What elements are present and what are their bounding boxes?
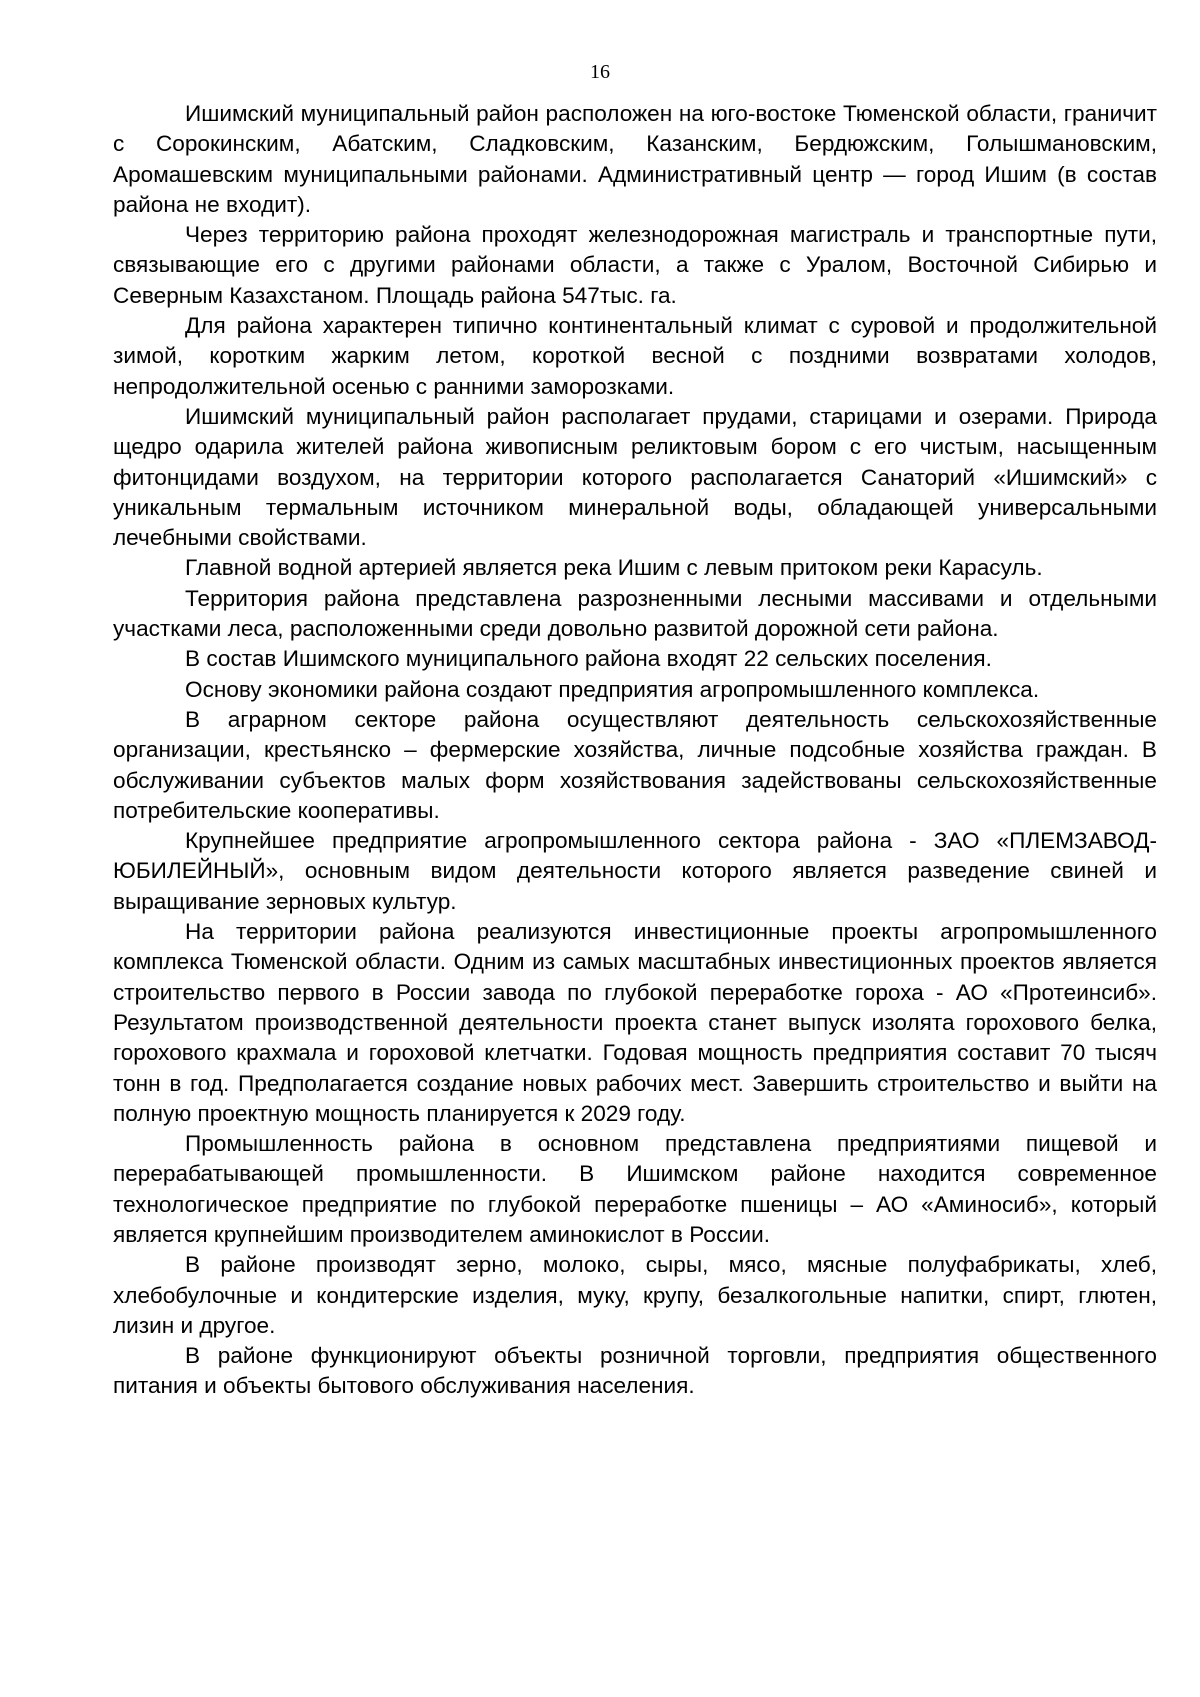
paragraph-forests: Территория района представлена разрозненными лесными массивами и отдельными участками леса, расположенными среди довольно развитой дорожной сети района.	[113, 585, 1157, 642]
paragraph-services: В районе функционируют объекты розничной торговли, предприятия общественного питания и объекты бытового обслуживания населения.	[113, 1343, 1157, 1399]
paragraph-industry: Промышленность района в основном представлена предприятиями пищевой и перерабатывающей промышленности. В Ишимском районе находится современное технологическое предприятие по глубокой переработке пшеницы – АО «Аминосиб», который является крупнейшим производителем аминокислот в России.	[113, 1131, 1157, 1247]
paragraph-investment-projects: На территории района реализуются инвестиционные проекты агропромышленного комплекса Тюменской области. Одним из самых масштабных инвестиционных проектов является строительство первого в России завода по глубокой переработке гороха - АО «Протеинсиб». Результатом производственной деятельности проекта станет выпуск изолята горохового белка, горохового крахмала и гороховой клетчатки. Годовая мощность предприятия составит 70 тысяч тонн в год. Предполагается создание новых рабочих мест. Завершить строительство и выйти на полную проектную мощность планируется к 2029 году.	[113, 919, 1157, 1126]
paragraph-location: Ишимский муниципальный район расположен на юго-востоке Тюменской области, граничит с Сорокинским, Абатским, Сладковским, Казанским, Бердюжским, Голышмановским, Аромашевским муниципальными районами. Административный центр — город Ишим (в состав района не входит).	[113, 101, 1157, 217]
document-body	[113, 99, 1157, 1402]
paragraph-economy: Основу экономики района создают предприятия агропромышленного комплекса.	[185, 676, 1040, 702]
page-number: 16	[590, 61, 610, 83]
paragraph-nature: Ишимский муниципальный район располагает прудами, старицами и озерами. Природа щедро одарила жителей района живописным реликтовым бором с его чистым, насыщенным фитонцидами воздухом, на территории которого располагается Санаторий «Ишимский» с уникальным термальным источником минеральной воды, обладающей универсальными лечебными свойствами.	[113, 403, 1157, 551]
paragraph-production: В районе производят зерно, молоко, сыры, мясо, мясные полуфабрикаты, хлеб, хлебобулочные и кондитерские изделия, муку, крупу, безалкогольные напитки, спирт, глютен, лизин и другое.	[113, 1252, 1157, 1338]
paragraph-climate: Для района характерен типично континентальный климат с суровой и продолжительной зимой, коротким жарким летом, короткой весной с поздними возвратами холодов, непродолжительной осенью с ранними заморозками.	[113, 313, 1157, 399]
paragraph-transport: Через территорию района проходят железнодорожная магистраль и транспортные пути, связывающие его с другими районами области, а также с Уралом, Восточной Сибирью и Северным Казахстаном. Площадь района 547тыс. га.	[113, 222, 1157, 308]
paragraph-settlements: В состав Ишимского муниципального района входят 22 сельских поселения.	[185, 646, 992, 672]
paragraph-river: Главной водной артерией является река Ишим с левым притоком реки Карасуль.	[185, 555, 1043, 581]
paragraph-largest-enterprise: Крупнейшее предприятие агропромышленного сектора района - ЗАО «ПЛЕМЗАВОД-ЮБИЛЕЙНЫЙ», основным видом деятельности которого является разведение свиней и выращивание зерновых культур.	[113, 828, 1157, 914]
paragraph-agrarian-sector: В аграрном секторе района осуществляют деятельность сельскохозяйственные организации, крестьянско – фермерские хозяйства, личные подсобные хозяйства граждан. В обслуживании субъектов малых форм хозяйствования задействованы сельскохозяйственные потребительские кооперативы.	[113, 706, 1157, 823]
